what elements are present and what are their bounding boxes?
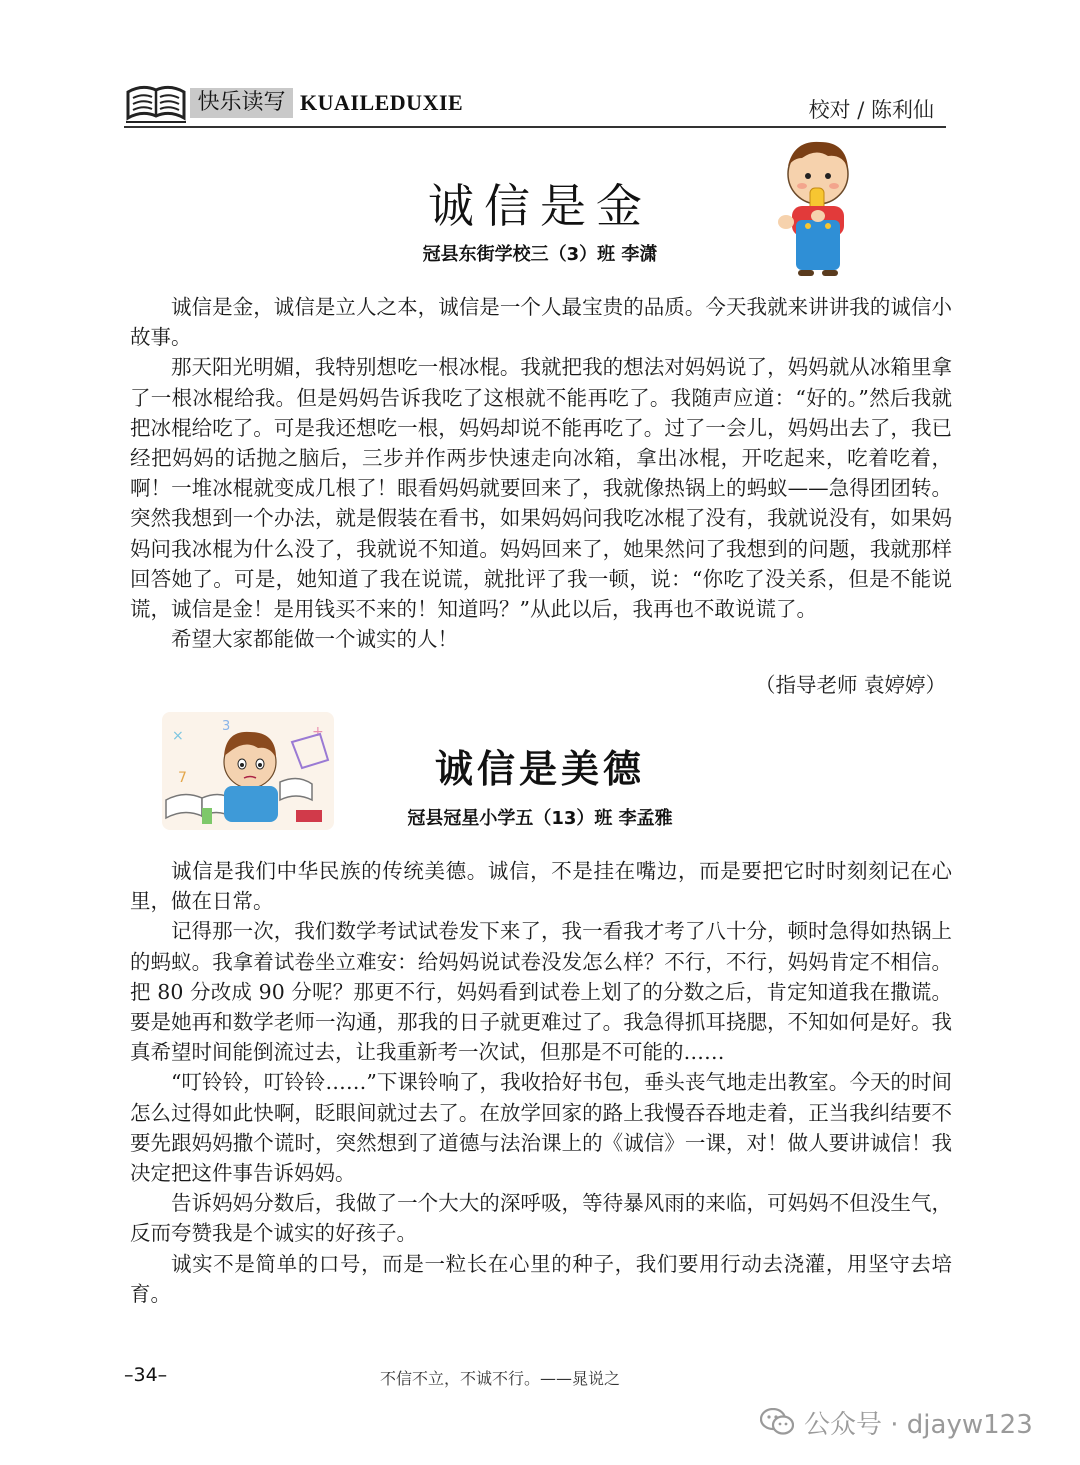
svg-text:3: 3: [222, 719, 231, 734]
article1-teacher: （指导老师 袁婷婷）: [754, 673, 946, 697]
svg-text:7: 7: [178, 770, 187, 786]
paragraph: 诚实不是简单的口号，而是一粒长在心里的种子，我们要用行动去浇灌，用坚守去培育。: [130, 1251, 952, 1306]
section-tag: 快乐读写: [190, 88, 293, 118]
paragraph: 那天阳光明媚，我特别想吃一根冰棍。我就把我的想法对妈妈说了，妈妈就从冰箱里拿了一根冰棍给我。但是妈妈告诉我吃了这根就不能再吃了。我随声应道：“好的。”然后我就把冰棍给吃了。可是我还想吃一根，妈妈却说不能再吃了。过了一会儿，妈妈出去了，我已经把妈妈的话抛之脑后，三步并作两步快速走向冰箱，拿出冰棍，开吃起来，吃着吃着，啊！一堆冰棍就变成几根了！眼看妈妈就要回来了，我就像热锅上的蚂蚁——急得团团转。突然我想到一个办法，就是假装在看书，如果妈妈问我吃冰棍了没有，我就说没有，如果妈妈问我冰棍为什么没了，我就说不知道。妈妈回来了，她果然问了我想到的问题，我就那样回答她了。可是，她知道了我在说谎，就批评了我一顿，说：“你吃了没关系，但是不能说谎，诚信是金！是用钱买不来的！知道吗？”从此以后，我再也不敢说谎了。: [130, 355, 952, 622]
wechat-icon: [760, 1408, 794, 1436]
paragraph: “叮铃铃，叮铃铃……”下课铃响了，我收拾好书包，垂头丧气地走出教室。今天的时间怎么过得如此快啊，眨眼间就过去了。在放学回家的路上我慢吞吞地走着，正当我纠结要不要先跟妈妈撒个谎时，突然想到了道德与法治课上的《诚信》一课，对！做人要讲诚信！我决定把这件事告诉妈妈。: [130, 1070, 952, 1186]
boy-eating-popsicle-illustration: [772, 136, 864, 278]
book-logo-icon: [124, 82, 188, 124]
svg-text:×: ×: [172, 728, 184, 744]
article2-body: [130, 856, 952, 1309]
article1-title: 诚信是金: [428, 179, 652, 233]
article2-title: 诚信是美德: [434, 747, 645, 791]
article1-body: [130, 292, 952, 654]
paragraph: 告诉妈妈分数后，我做了一个大大的深呼吸，等待暴风雨的来临，可妈妈不但没生气，反而夸赞我是个诚实的好孩子。: [130, 1191, 952, 1246]
wechat-watermark: [760, 1402, 1033, 1442]
paragraph: 诚信是我们中华民族的传统美德。诚信，不是挂在嘴边，而是要把它时时刻刻记在心里，做在日常。: [130, 859, 952, 914]
section-title-en: KUAILEDUXIE: [300, 90, 464, 115]
proofreader-credit: 校对 / 陈利仙: [808, 98, 934, 122]
paragraph: 诚信是金，诚信是立人之本，诚信是一个人最宝贵的品质。今天我就来讲讲我的诚信小故事。: [130, 295, 952, 350]
header-divider: [124, 126, 946, 128]
boy-studying-illustration: [162, 712, 334, 830]
paragraph: 希望大家都能做一个诚实的人！: [171, 627, 458, 652]
page-number: –34–: [124, 1364, 168, 1386]
article1-author: 冠县东街学校三（3）班 李潇: [422, 244, 658, 265]
paragraph: 记得那一次，我们数学考试试卷发下来了，我一看我才考了八十分，顿时急得如热锅上的蚂蚁。我拿着试卷坐立难安：给妈妈说试卷没发怎么样？不行，不行，妈妈肯定不相信。把 80 分改成 90 分呢？那更不行，妈妈看到试卷上划了的分数之后，肯定知道我在撒谎。要是她再和数学老师一沟通，那我的日子就更难过了。我急得抓耳挠腮，不知如何是好。我真希望时间能倒流过去，让我重新考一次试，但那是不可能的……: [130, 919, 952, 1065]
watermark-text: 公众号 · djayw123: [804, 1409, 1033, 1440]
footer-quote: 不信不立，不诚不行。——晁说之: [380, 1369, 621, 1388]
article2-author: 冠县冠星小学五（13）班 李孟雅: [407, 808, 673, 829]
svg-text:+: +: [312, 724, 324, 740]
